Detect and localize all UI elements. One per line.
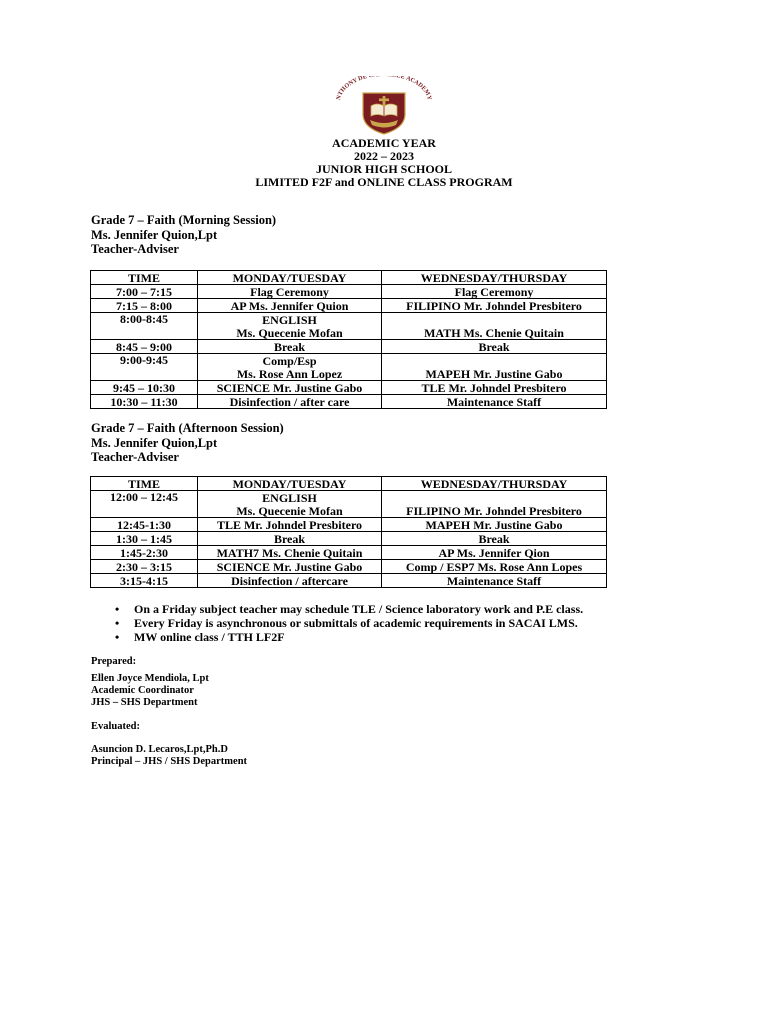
time-cell: 7:00 – 7:15 xyxy=(91,285,198,299)
wed-thu-cell: Maintenance Staff xyxy=(382,395,607,409)
table-row xyxy=(91,381,607,395)
mon-tue-cell: ENGLISH Ms. Quecenie Mofan xyxy=(198,313,382,340)
mon-tue-cell: Flag Ceremony xyxy=(198,285,382,299)
table-row xyxy=(91,285,607,299)
column-header: WEDNESDAY/THURSDAY xyxy=(382,271,607,285)
mon-tue-cell: TLE Mr. Johndel Presbitero xyxy=(198,518,382,532)
afternoon-schedule-table xyxy=(90,476,607,588)
table-row xyxy=(91,560,607,574)
document-header xyxy=(0,137,768,189)
morning-session-title: Grade 7 – Faith (Morning Session) xyxy=(91,213,277,227)
table-header-row xyxy=(91,477,607,491)
time-cell: 2:30 – 3:15 xyxy=(91,560,198,574)
prepared-name: Ellen Joyce Mendiola, Lpt xyxy=(91,673,209,684)
mon-tue-cell: SCIENCE Mr. Justine Gabo xyxy=(198,381,382,395)
afternoon-adviser-role: Teacher-Adviser xyxy=(91,450,179,464)
note-item: • MW online class / TTH LF2F xyxy=(108,630,583,644)
morning-schedule-table xyxy=(90,270,607,409)
time-cell: 9:00-9:45 xyxy=(91,354,198,381)
wed-thu-cell: TLE Mr. Johndel Presbitero xyxy=(382,381,607,395)
time-cell: 8:00-8:45 xyxy=(91,313,198,340)
header-line-academic-year: ACADEMIC YEAR xyxy=(332,136,436,150)
schedule-notes-list xyxy=(108,602,583,644)
prepared-signatory xyxy=(91,673,209,709)
wed-thu-cell: FILIPINO Mr. Johndel Presbitero xyxy=(382,491,607,518)
afternoon-session-title: Grade 7 – Faith (Afternoon Session) xyxy=(91,421,284,435)
column-header: MONDAY/TUESDAY xyxy=(198,271,382,285)
mon-tue-cell: Disinfection / after care xyxy=(198,395,382,409)
table-header-row xyxy=(91,271,607,285)
table-row xyxy=(91,299,607,313)
column-header: TIME xyxy=(91,477,198,491)
header-line-program: LIMITED F2F and ONLINE CLASS PROGRAM xyxy=(255,175,513,189)
morning-session-heading xyxy=(91,213,276,257)
prepared-title: Academic Coordinator xyxy=(91,685,194,696)
mon-tue-cell: Disinfection / aftercare xyxy=(198,574,382,588)
afternoon-adviser-name: Ms. Jennifer Quion,Lpt xyxy=(91,435,218,450)
table-row xyxy=(91,518,607,532)
evaluated-name: Asuncion D. Lecaros,Lpt,Ph.D xyxy=(91,744,228,755)
column-header: TIME xyxy=(91,271,198,285)
time-cell: 12:45-1:30 xyxy=(91,518,198,532)
evaluated-label: Evaluated: xyxy=(91,721,141,732)
time-cell: 1:45-2:30 xyxy=(91,546,198,560)
time-cell: 3:15-4:15 xyxy=(91,574,198,588)
wed-thu-cell: AP Ms. Jennifer Qion xyxy=(382,546,607,560)
wed-thu-cell: FILIPINO Mr. Johndel Presbitero xyxy=(382,299,607,313)
morning-adviser-name: Ms. Jennifer Quion,Lpt xyxy=(91,227,218,242)
header-line-school-level: JUNIOR HIGH SCHOOL xyxy=(315,162,453,176)
note-item: • Every Friday is asynchronous or submittals of academic requirements in SACAI LMS. xyxy=(108,616,583,630)
school-seal-logo xyxy=(330,76,438,136)
column-header: MONDAY/TUESDAY xyxy=(198,477,382,491)
evaluated-signatory xyxy=(91,744,247,768)
wed-thu-cell: Comp / ESP7 Ms. Rose Ann Lopes xyxy=(382,560,607,574)
table-row xyxy=(91,491,607,518)
table-row xyxy=(91,546,607,560)
mon-tue-cell: SCIENCE Mr. Justine Gabo xyxy=(198,560,382,574)
prepared-department: JHS – SHS Department xyxy=(91,697,198,708)
mon-tue-cell: ENGLISH Ms. Quecenie Mofan xyxy=(198,491,382,518)
header-line-year-range: 2022 – 2023 xyxy=(354,149,414,163)
note-item: • On a Friday subject teacher may schedule TLE / Science laboratory work and P.E class. xyxy=(108,602,583,616)
mon-tue-cell: Break xyxy=(198,532,382,546)
wed-thu-cell: Break xyxy=(382,532,607,546)
wed-thu-cell: Maintenance Staff xyxy=(382,574,607,588)
wed-thu-cell: MAPEH Mr. Justine Gabo xyxy=(382,354,607,381)
table-row xyxy=(91,532,607,546)
svg-text:ST. ANTHONY DE CARMELLE ACADEM: NTHONY DE E ACADEMY xyxy=(335,76,433,101)
evaluated-title: Principal – JHS / SHS Department xyxy=(91,756,248,767)
table-row xyxy=(91,354,607,381)
wed-thu-cell: MAPEH Mr. Justine Gabo xyxy=(382,518,607,532)
mon-tue-cell: MATH7 Ms. Chenie Quitain xyxy=(198,546,382,560)
mon-tue-cell: AP Ms. Jennifer Quion xyxy=(198,299,382,313)
prepared-label: Prepared: xyxy=(91,656,137,667)
column-header: WEDNESDAY/THURSDAY xyxy=(382,477,607,491)
wed-thu-cell: MATH Ms. Chenie Quitain xyxy=(382,313,607,340)
time-cell: 8:45 – 9:00 xyxy=(91,340,198,354)
wed-thu-cell: Break xyxy=(382,340,607,354)
mon-tue-cell: Comp/Esp Ms. Rose Ann Lopez xyxy=(198,354,382,381)
afternoon-session-heading xyxy=(91,421,284,465)
time-cell: 12:00 – 12:45 xyxy=(91,491,198,518)
time-cell: 9:45 – 10:30 xyxy=(91,381,198,395)
time-cell: 10:30 – 11:30 xyxy=(91,395,198,409)
time-cell: 1:30 – 1:45 xyxy=(91,532,198,546)
wed-thu-cell: Flag Ceremony xyxy=(382,285,607,299)
table-row xyxy=(91,340,607,354)
table-row xyxy=(91,313,607,340)
morning-adviser-role: Teacher-Adviser xyxy=(91,242,179,256)
table-row xyxy=(91,574,607,588)
table-row xyxy=(91,395,607,409)
mon-tue-cell: Break xyxy=(198,340,382,354)
time-cell: 7:15 – 8:00 xyxy=(91,299,198,313)
